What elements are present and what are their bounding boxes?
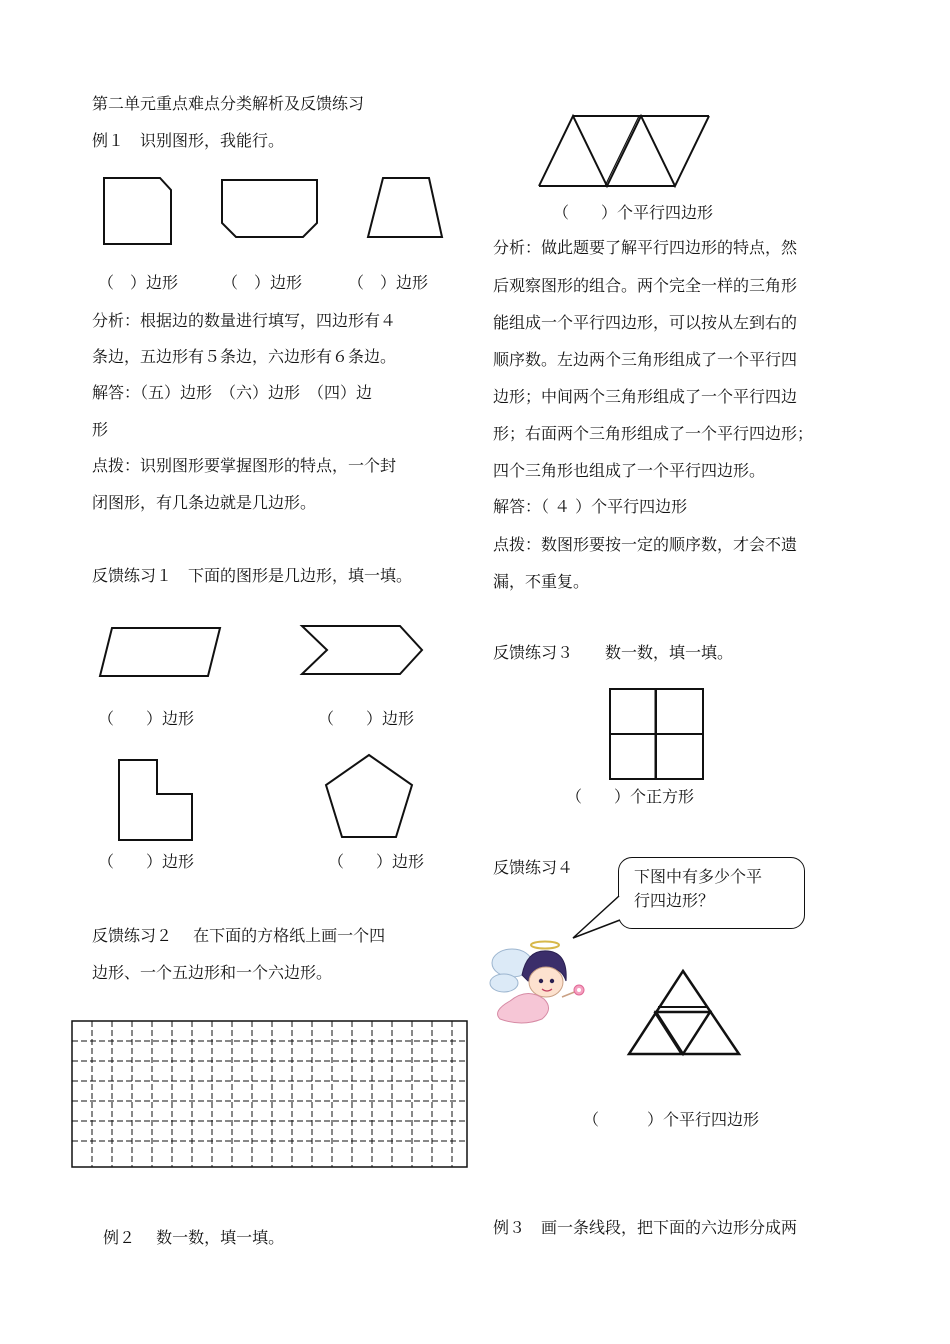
example1-analysis-line-2: 条边，五边形有５条边，六边形有６条边。 bbox=[92, 347, 397, 366]
feedback1-label: 反馈练习１ 下面的图形是几边形，填一填。 bbox=[92, 566, 413, 585]
example2-analysis-line-7: 四个三角形也组成了一个平行四边形。 bbox=[493, 461, 766, 480]
example1-shapes bbox=[95, 170, 455, 250]
regular-pentagon-shape bbox=[326, 755, 412, 837]
example2-answer: 解答：（ ４ ）个平行四边形 bbox=[493, 497, 688, 516]
trapezoid-shape bbox=[368, 178, 442, 237]
four-squares-figure bbox=[608, 687, 706, 783]
example1-answer-line-1: 解答：（五）边形 （六）边形 （四）边 bbox=[92, 383, 373, 402]
example2-analysis-line-5: 边形；中间两个三角形组成了一个平行四边 bbox=[493, 387, 798, 406]
example1-analysis-line-1: 分析：根据边的数量进行填写，四边形有４ bbox=[92, 311, 397, 330]
feedback1-blank-3[interactable]: （ ）边形 bbox=[98, 852, 195, 871]
grid-vertical-lines bbox=[92, 1021, 452, 1167]
feedback3-blank[interactable]: （ ）个正方形 bbox=[566, 787, 695, 806]
l-shape bbox=[119, 760, 192, 840]
feedback1-shapes bbox=[95, 618, 435, 848]
example1-answer-line-2: 形 bbox=[92, 420, 109, 439]
example1-blank-1[interactable]: （ ）边形 bbox=[98, 273, 179, 292]
feedback1-blank-4[interactable]: （ ）边形 bbox=[328, 852, 425, 871]
feedback4-blank[interactable]: （ ）个平行四边形 bbox=[583, 1110, 760, 1129]
page-title: 第二单元重点难点分类解析及反馈练习 bbox=[92, 94, 365, 113]
example2-analysis-line-6: 形；右面两个三角形组成了一个平行四边形； bbox=[493, 424, 814, 443]
example2-tip-line-1: 点拨：数图形要按一定的顺序数，才会不遗 bbox=[493, 535, 798, 554]
feedback3-label: 反馈练习３ 数一数，填一填。 bbox=[493, 643, 734, 662]
feedback1-blank-1[interactable]: （ ）边形 bbox=[98, 709, 195, 728]
example2-analysis-line-1: 分析：做此题要了解平行四边形的特点，然 bbox=[493, 238, 798, 257]
feedback2-label-line-2: 边形、一个五边形和一个六边形。 bbox=[92, 963, 333, 982]
example1-tip-line-1: 点拨：识别图形要掌握图形的特点，一个封 bbox=[92, 456, 397, 475]
example1-blank-2[interactable]: （ ）边形 bbox=[222, 273, 303, 292]
example1-blank-3[interactable]: （ ）边形 bbox=[348, 273, 429, 292]
pentagon-shape bbox=[104, 178, 171, 244]
example2-analysis-line-4: 顺序数。左边两个三角形组成了一个平行四 bbox=[493, 350, 798, 369]
grid-horizontal-lines bbox=[72, 1041, 467, 1141]
example2-blank[interactable]: （ ）个平行四边形 bbox=[553, 203, 714, 222]
fairy-illustration-icon bbox=[482, 935, 592, 1030]
triangle-figure bbox=[626, 967, 744, 1059]
example2-label: 例２ 数一数，填一填。 bbox=[103, 1228, 285, 1247]
parallelogram-shape bbox=[100, 628, 220, 676]
feedback2-label-line-1: 反馈练习２ 在下面的方格纸上画一个四 bbox=[92, 926, 386, 945]
hexagon-shape bbox=[222, 180, 317, 237]
speech-bubble-text: 下图中有多少个平 行四边形？ bbox=[634, 867, 763, 910]
example1-label: 例１ 识别图形，我能行。 bbox=[92, 131, 285, 150]
example2-triangles bbox=[535, 112, 720, 192]
example1-tip-line-2: 闭图形，有几条边就是几边形。 bbox=[92, 493, 317, 512]
example2-analysis-line-3: 能组成一个平行四边形，可以按从左到右的 bbox=[493, 313, 798, 332]
example2-analysis-line-2: 后观察图形的组合。两个完全一样的三角形 bbox=[493, 276, 798, 295]
arrow-hexagon-shape bbox=[302, 626, 422, 674]
example2-tip-line-2: 漏，不重复。 bbox=[493, 572, 590, 591]
feedback4-label: 反馈练习４ bbox=[493, 858, 574, 877]
grid-paper[interactable] bbox=[70, 1019, 470, 1171]
triangles-outline bbox=[539, 116, 709, 186]
feedback1-blank-2[interactable]: （ ）边形 bbox=[318, 709, 415, 728]
example3-label: 例３ 画一条线段，把下面的六边形分成两 bbox=[493, 1218, 798, 1237]
